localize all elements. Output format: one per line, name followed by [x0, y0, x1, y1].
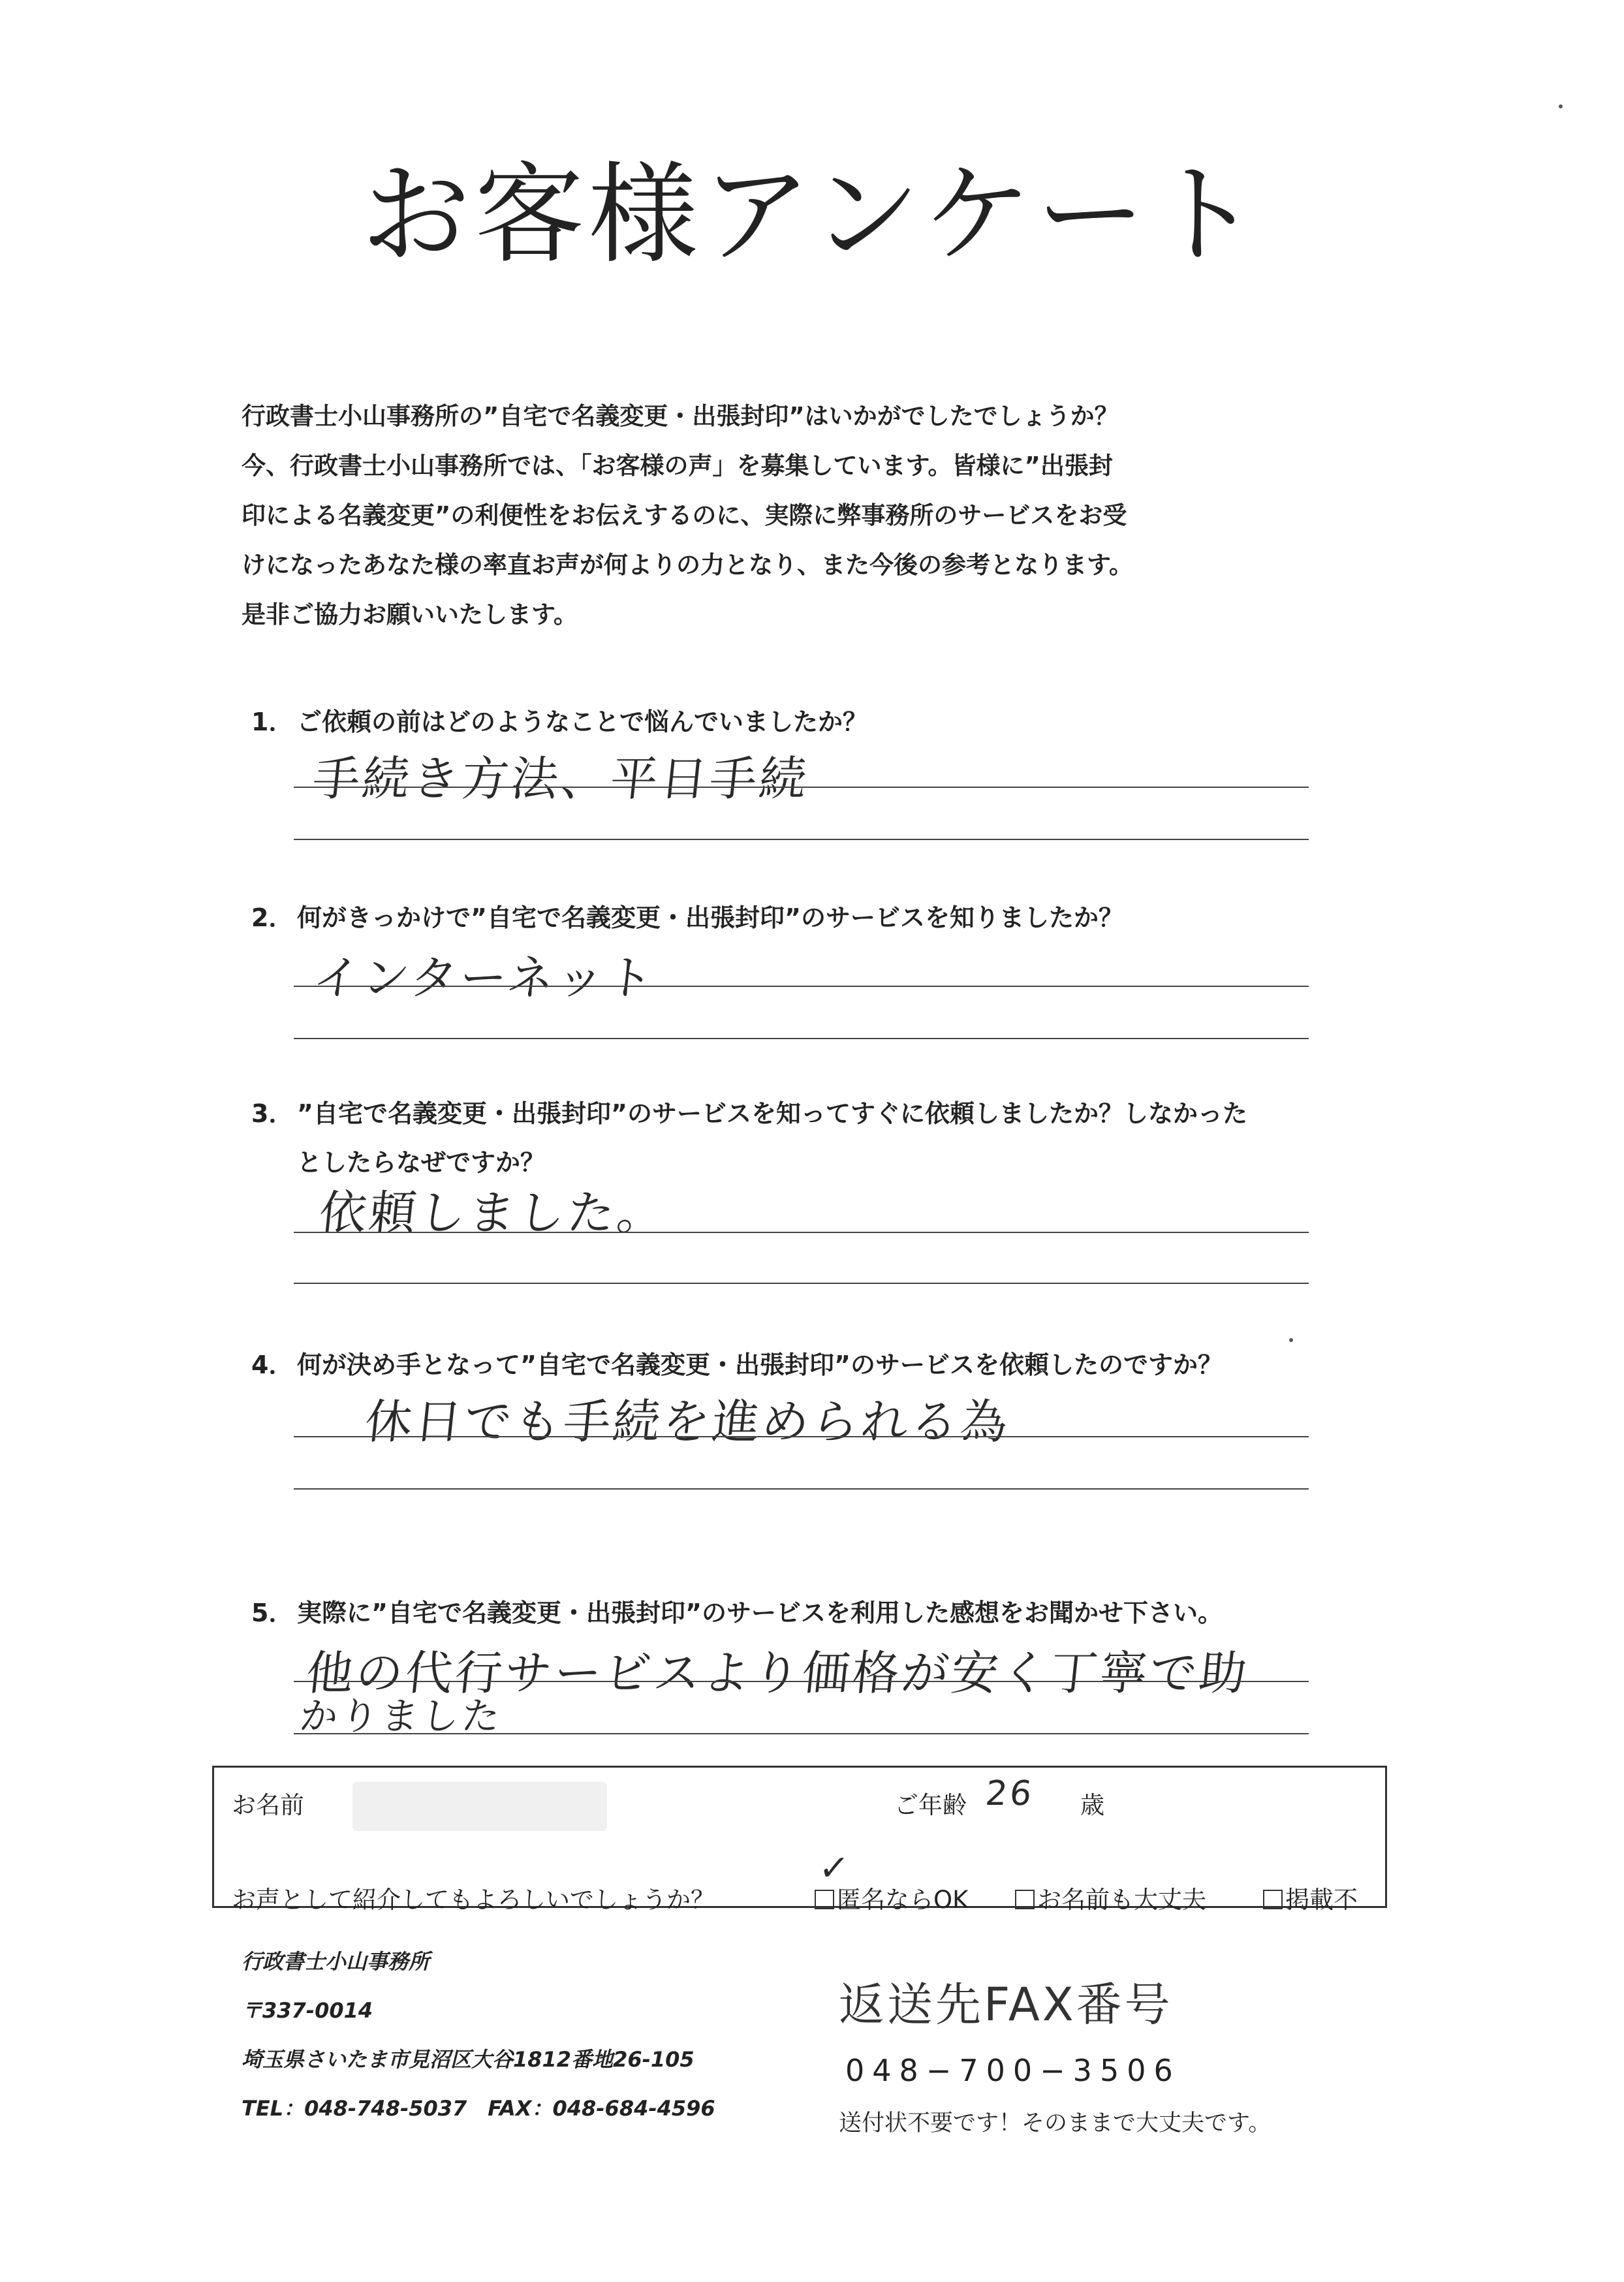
- question-3: [251, 1093, 1247, 1129]
- age-unit: 歳: [1080, 1791, 1104, 1819]
- answer-line: [294, 1436, 1309, 1437]
- scan-speck: [1559, 104, 1563, 108]
- page-title: お客様アンケート: [361, 151, 1263, 279]
- question-2: [251, 898, 1123, 933]
- answer-line: [294, 1232, 1309, 1233]
- name-field-redacted[interactable]: [352, 1782, 607, 1831]
- answer-4[interactable]: 休日でも手続を進められる為: [362, 1394, 1013, 1449]
- question-1: [251, 702, 867, 738]
- question-text: ご依頼の前はどのようなことで悩んでいましたか？: [297, 708, 868, 736]
- return-fax-title: 返送先FAX番号: [839, 1978, 1173, 2031]
- intro-text: [242, 392, 1482, 640]
- answer-line: [294, 787, 1309, 788]
- intro-line: 是非ご協力お願いいたします。: [242, 601, 578, 629]
- fax-note: 送付状不要です！そのままで大丈夫です。: [839, 2110, 1272, 2136]
- postal-code: 〒337-0014: [242, 1998, 373, 2023]
- checkbox[interactable]: [1015, 1890, 1035, 1909]
- answer-line: [294, 1681, 1309, 1682]
- answer-line: [294, 1488, 1309, 1490]
- option-label: 匿名ならOK: [837, 1886, 969, 1914]
- intro-line: 行政書士小山事務所の”自宅で名義変更・出張封印”はいかがでしたでしょうか？: [242, 402, 1119, 430]
- intro-line: 印による名義変更”の利便性をお伝えするのに、実際に弊事務所のサービスをお受: [242, 501, 1127, 529]
- question-number: 4．: [251, 1351, 294, 1379]
- office-address: 埼玉県さいたま市見沼区大谷1812番地26-105: [242, 2047, 695, 2072]
- answer-5-continued[interactable]: かりました: [297, 1694, 505, 1738]
- answer-line: [294, 1283, 1309, 1284]
- option-no-publish[interactable]: [1263, 1880, 1358, 1915]
- intro-line: 今、行政書士小山事務所では、「お客様の声」を募集しています。皆様に”出張封: [242, 452, 1113, 480]
- office-name: 行政書士小山事務所: [242, 1949, 430, 1974]
- name-label: お名前: [232, 1791, 304, 1819]
- checkbox[interactable]: [815, 1890, 834, 1909]
- option-anonymous[interactable]: [815, 1880, 968, 1915]
- answer-5[interactable]: 他の代行サービスより価格が安く丁寧で助: [303, 1646, 1252, 1700]
- option-label: お名前も大丈夫: [1037, 1886, 1206, 1914]
- answer-line: [294, 1038, 1309, 1039]
- question-5: [251, 1593, 1223, 1629]
- office-tel-fax: TEL：048-748-5037 FAX：048-684-4596: [242, 2096, 715, 2121]
- age-label: ご年齢: [894, 1791, 967, 1819]
- answer-2[interactable]: インターネット: [309, 950, 659, 1005]
- answer-line: [294, 986, 1309, 987]
- question-number: 1．: [251, 708, 294, 736]
- return-fax-number: 048−700−3506: [845, 2053, 1181, 2088]
- checkbox[interactable]: [1263, 1890, 1283, 1909]
- question-4: [251, 1345, 1223, 1381]
- age-value[interactable]: 26: [983, 1774, 1037, 1813]
- answer-3[interactable]: 依頼しました。: [316, 1185, 670, 1240]
- checkmark-icon: ✓: [817, 1847, 854, 1888]
- question-text: 何が決め手となって”自宅で名義変更・出張封印”のサービスを依頼したのですか？: [297, 1351, 1223, 1379]
- question-3-continued: としたらなぜですか？: [297, 1148, 546, 1177]
- scan-speck: [1289, 1338, 1293, 1342]
- question-text: ”自宅で名義変更・出張封印”のサービスを知ってすぐに依頼しましたか？しなかった: [297, 1099, 1247, 1128]
- intro-line: けになったあなた様の率直お声が何よりの力となり、また今後の参考となります。: [242, 551, 1134, 579]
- answer-1[interactable]: 手続き方法、平日手続: [309, 751, 812, 806]
- answer-line: [294, 839, 1309, 840]
- question-text: 実際に”自宅で名義変更・出張封印”のサービスを利用した感想をお聞かせ下さい。: [297, 1599, 1223, 1627]
- question-number: 3．: [251, 1099, 294, 1128]
- option-label: 掲載不: [1285, 1886, 1358, 1914]
- question-number: 5．: [251, 1599, 294, 1627]
- consent-question: お声として紹介してもよろしいでしょうか？: [232, 1886, 715, 1914]
- question-text: 何がきっかけで”自宅で名義変更・出張封印”のサービスを知りましたか？: [297, 903, 1123, 932]
- question-number: 2．: [251, 903, 294, 932]
- answer-line: [294, 1733, 1309, 1734]
- option-name-ok[interactable]: [1015, 1880, 1206, 1915]
